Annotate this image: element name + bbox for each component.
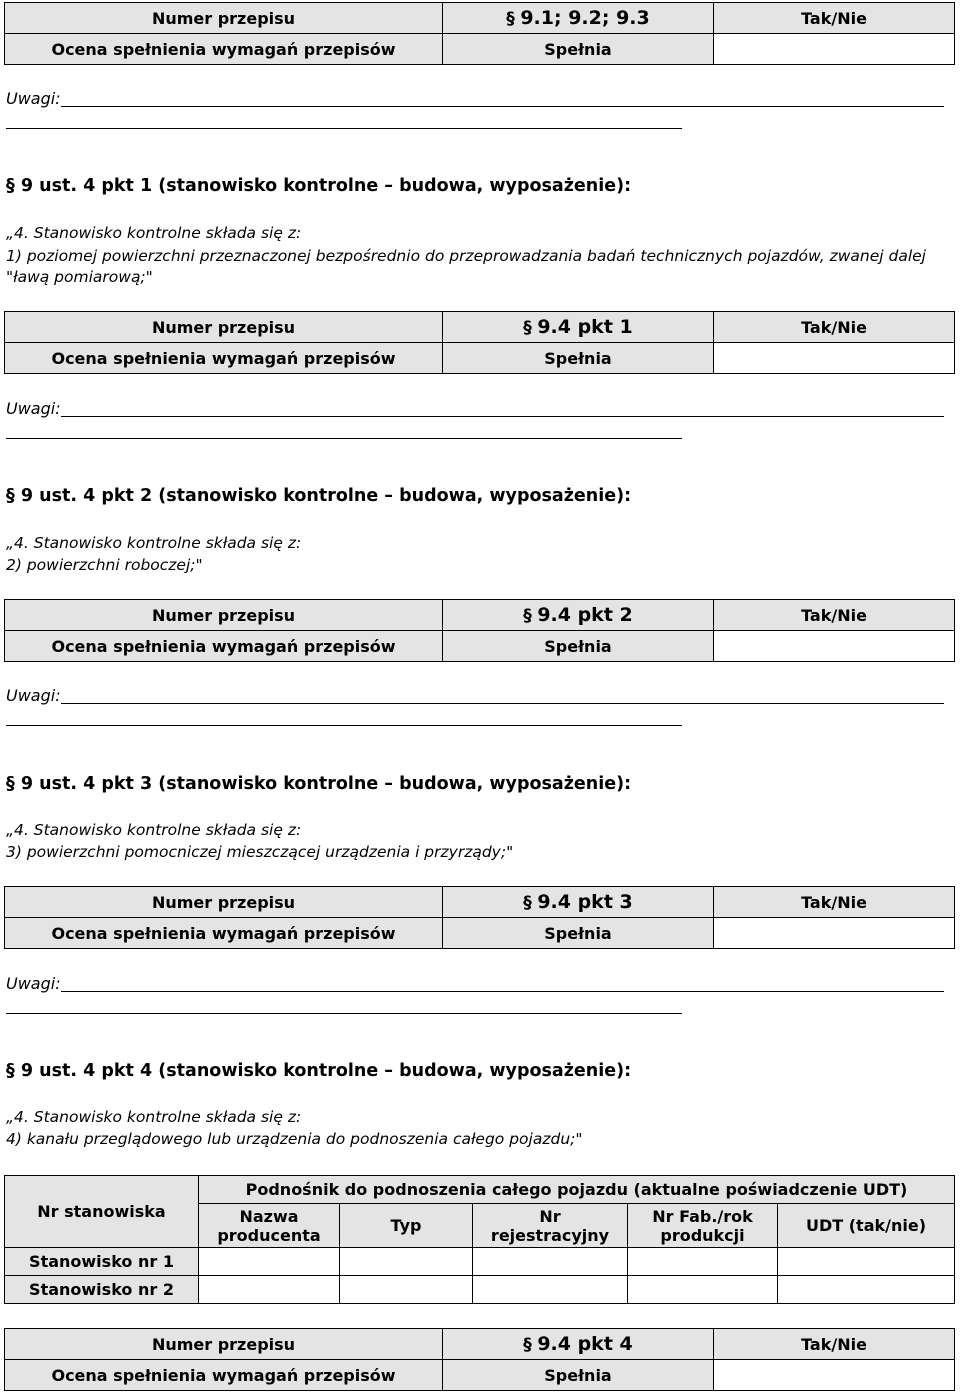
numer-przepisu-label: Numer przepisu xyxy=(5,3,443,34)
numer-przepisu-label: Numer przepisu xyxy=(5,312,443,343)
tak-nie-answer[interactable] xyxy=(714,1360,955,1391)
tak-nie-answer[interactable] xyxy=(714,34,955,65)
uwagi-line[interactable] xyxy=(61,416,944,417)
requirement-table-1 xyxy=(4,311,955,374)
requirement-table-2 xyxy=(4,599,955,662)
tak-nie-header: Tak/Nie xyxy=(714,600,955,631)
cell-reg[interactable] xyxy=(473,1248,628,1276)
ocena-label: Ocena spełnienia wymagań przepisów xyxy=(5,34,443,65)
tak-nie-header: Tak/Nie xyxy=(714,3,955,34)
section-heading: § 9 ust. 4 pkt 2 (stanowisko kontrolne – budowa, wyposażenie): xyxy=(6,486,632,506)
cell-type[interactable] xyxy=(340,1276,473,1304)
col-type-header: Typ xyxy=(340,1204,473,1248)
col-fab-header: Nr Fab./rok produkcji xyxy=(628,1204,778,1248)
ocena-label: Ocena spełnienia wymagań przepisów xyxy=(5,343,443,374)
quote-line: „4. Stanowisko kontrolne składa się z: xyxy=(6,1108,302,1126)
table-row xyxy=(5,1248,955,1276)
requirement-table-4 xyxy=(4,1328,955,1391)
cell-producer[interactable] xyxy=(199,1248,340,1276)
uwagi-line[interactable] xyxy=(61,703,944,704)
quote-line: „4. Stanowisko kontrolne składa się z: xyxy=(6,534,302,552)
quote-line: 2) powierzchni roboczej;" xyxy=(6,556,203,574)
quote-line: "ławą pomiarową;" xyxy=(6,268,153,286)
uwagi-line-2[interactable] xyxy=(6,1013,682,1014)
station-label: Stanowisko nr 1 xyxy=(5,1248,199,1276)
cell-fab[interactable] xyxy=(628,1248,778,1276)
regulation-ref: § 9.4 pkt 2 xyxy=(443,600,714,631)
tak-nie-header: Tak/Nie xyxy=(714,1329,955,1360)
ocena-label: Ocena spełnienia wymagań przepisów xyxy=(5,1360,443,1391)
tak-nie-header: Tak/Nie xyxy=(714,312,955,343)
station-label: Stanowisko nr 2 xyxy=(5,1276,199,1304)
numer-przepisu-label: Numer przepisu xyxy=(5,887,443,918)
quote-line: 1) poziomej powierzchni przeznaczonej bezpośrednio do przeprowadzania badań technicznych pojazdów, zwanej dalej xyxy=(6,247,926,265)
section-heading: § 9 ust. 4 pkt 3 (stanowisko kontrolne – budowa, wyposażenie): xyxy=(6,774,632,794)
cell-udt[interactable] xyxy=(778,1276,955,1304)
requirement-table-3 xyxy=(4,886,955,949)
tak-nie-answer[interactable] xyxy=(714,631,955,662)
spelnia-label: Spełnia xyxy=(443,918,714,949)
ocena-label: Ocena spełnienia wymagań przepisów xyxy=(5,918,443,949)
quote-line: „4. Stanowisko kontrolne składa się z: xyxy=(6,224,302,242)
table-row xyxy=(5,1276,955,1304)
quote-line: „4. Stanowisko kontrolne składa się z: xyxy=(6,821,302,839)
quote-line: 3) powierzchni pomocniczej mieszczącej urządzenia i przyrządy;" xyxy=(6,843,514,861)
uwagi-label: Uwagi: xyxy=(6,686,61,705)
col-udt-header: UDT (tak/nie) xyxy=(778,1204,955,1248)
cell-producer[interactable] xyxy=(199,1276,340,1304)
uwagi-line-2[interactable] xyxy=(6,438,682,439)
regulation-ref: § 9.4 pkt 4 xyxy=(443,1329,714,1360)
cell-fab[interactable] xyxy=(628,1276,778,1304)
lift-group-header: Podnośnik do podnoszenia całego pojazdu (aktualne poświadczenie UDT) xyxy=(199,1176,955,1204)
quote-line: 4) kanału przeglądowego lub urządzenia do podnoszenia całego pojazdu;" xyxy=(6,1130,583,1148)
cell-reg[interactable] xyxy=(473,1276,628,1304)
udt-lift-table xyxy=(4,1175,955,1304)
spelnia-label: Spełnia xyxy=(443,343,714,374)
regulation-ref: § 9.4 pkt 1 xyxy=(443,312,714,343)
tak-nie-header: Tak/Nie xyxy=(714,887,955,918)
regulation-ref: § 9.1; 9.2; 9.3 xyxy=(443,3,714,34)
numer-przepisu-label: Numer przepisu xyxy=(5,600,443,631)
uwagi-label: Uwagi: xyxy=(6,399,61,418)
section-heading: § 9 ust. 4 pkt 1 (stanowisko kontrolne – budowa, wyposażenie): xyxy=(6,176,632,196)
col-reg-header: Nr rejestracyjny xyxy=(473,1204,628,1248)
cell-type[interactable] xyxy=(340,1248,473,1276)
section-heading: § 9 ust. 4 pkt 4 (stanowisko kontrolne – budowa, wyposażenie): xyxy=(6,1061,632,1081)
uwagi-label: Uwagi: xyxy=(6,974,61,993)
uwagi-line-2[interactable] xyxy=(6,725,682,726)
uwagi-line-2[interactable] xyxy=(6,128,682,129)
regulation-ref: § 9.4 pkt 3 xyxy=(443,887,714,918)
spelnia-label: Spełnia xyxy=(443,1360,714,1391)
section-sign: § xyxy=(506,9,515,29)
tak-nie-answer[interactable] xyxy=(714,918,955,949)
numer-przepisu-label: Numer przepisu xyxy=(5,1329,443,1360)
spelnia-label: Spełnia xyxy=(443,631,714,662)
spelnia-label: Spełnia xyxy=(443,34,714,65)
col-producer-header: Nazwa producenta xyxy=(199,1204,340,1248)
uwagi-line[interactable] xyxy=(61,106,944,107)
tak-nie-answer[interactable] xyxy=(714,343,955,374)
requirement-table-0 xyxy=(4,2,955,65)
cell-udt[interactable] xyxy=(778,1248,955,1276)
uwagi-line[interactable] xyxy=(61,991,944,992)
col-station-header: Nr stanowiska xyxy=(5,1176,199,1248)
uwagi-label: Uwagi: xyxy=(6,89,61,108)
ocena-label: Ocena spełnienia wymagań przepisów xyxy=(5,631,443,662)
